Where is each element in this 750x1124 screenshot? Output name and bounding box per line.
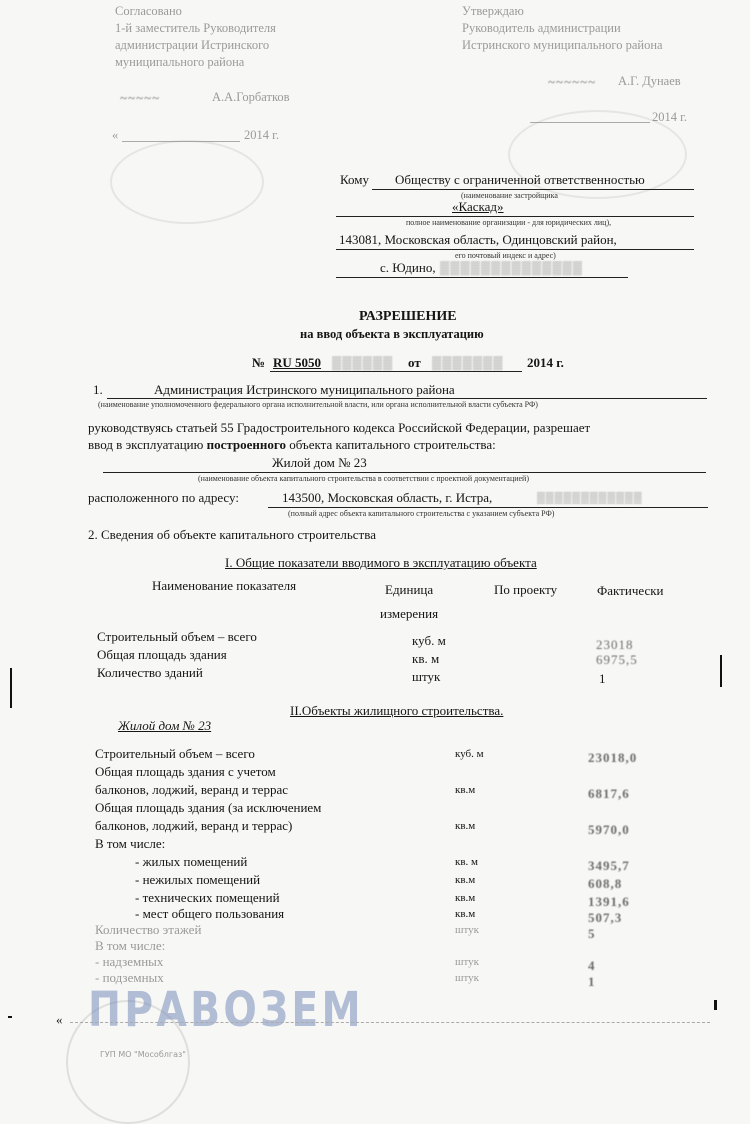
object-name: Жилой дом № 23 <box>272 455 367 470</box>
number-obscured: ▒▒▒▒▒▒ <box>332 355 394 370</box>
table-row-actual: 507,3 <box>588 910 623 925</box>
approval-right-date-year: 2014 г. <box>652 110 687 124</box>
right-signature-scribble: ~~~~~~ <box>548 74 597 89</box>
table-row-unit: куб. м <box>455 748 484 760</box>
document-number: RU 5050 <box>273 355 322 370</box>
table-row-name: Строительный объем – всего <box>95 746 255 761</box>
table-row-name: балконов, лоджий, веранд и террас) <box>95 818 293 833</box>
section1-authority-caption: (наименование уполномоченного федерального органа исполнительной власти, или органа исполнительной власти субъекта РФ) <box>98 400 538 409</box>
table-row-actual: 608,8 <box>588 876 623 891</box>
addressee-address-line2: с. Юдино, <box>380 260 436 275</box>
addressee-address-line1: 143081, Московская область, Одинцовский район, <box>339 232 617 247</box>
approval-right-line3: Истринского муниципального района <box>462 38 663 52</box>
table-row-actual: 3495,7 <box>588 858 630 873</box>
table-row-name: Строительный объем – всего <box>97 629 257 644</box>
approval-left-line1: Согласовано <box>115 4 182 18</box>
scan-mark <box>714 1000 717 1010</box>
table-row-name: - надземных <box>95 954 164 969</box>
address-obscured: ▒▒▒▒▒▒▒▒▒▒▒▒ <box>537 492 643 504</box>
col-unit-line1: Единица <box>385 582 434 597</box>
document-year: 2014 г. <box>527 355 564 370</box>
table-row-actual: 1 <box>588 974 596 989</box>
table-row-unit: кв.м <box>455 820 476 832</box>
address-caption: (полный адрес объекта капитального строительства с указанием субъекта РФ) <box>288 509 555 518</box>
addressee-name-line1: Обществу с ограниченной ответственностью <box>395 172 645 187</box>
table-row-unit: штук <box>455 956 479 968</box>
table-row-actual: 6817,6 <box>588 786 630 801</box>
address-value: 143500, Московская область, г. Истра, <box>282 490 493 505</box>
addressee-name-line2: «Каскад» <box>452 199 504 214</box>
table-row-name: - жилых помещений <box>135 854 248 869</box>
col-project: По проекту <box>494 582 558 597</box>
table-row-actual: 1 <box>599 671 606 686</box>
table-row-name: Количество этажей <box>95 922 202 937</box>
section1-num: 1. <box>93 382 103 397</box>
addressee-caption1: (наименование застройщика <box>461 191 558 200</box>
approval-right-line2: Руководитель администрации <box>462 21 621 35</box>
table-row-name: балконов, лоджий, веранд и террас <box>95 782 288 797</box>
table-row-actual: 23018 <box>596 637 634 652</box>
part2-title: II.Объекты жилищного строительства. <box>290 703 504 718</box>
table-row-unit: штук <box>455 972 479 984</box>
addressee-caption2: полное наименование организации - для юридических лиц), <box>406 218 612 227</box>
table-row-unit: штук <box>412 669 441 684</box>
part1-title: I. Общие показатели вводимого в эксплуатацию объекта <box>225 555 537 570</box>
table-row-actual: 5 <box>588 926 596 941</box>
table-row-unit: кв. м <box>412 651 440 666</box>
table-row-unit: куб. м <box>412 633 446 648</box>
table-row-unit: кв.м <box>455 908 476 920</box>
scan-mark <box>10 668 12 708</box>
table-row-name: Количество зданий <box>97 665 203 680</box>
seal-text: ГУП МО "Мособлгаз" <box>100 1050 186 1059</box>
col-name: Наименование показателя <box>152 578 297 593</box>
date-obscured: ▒▒▒▒▒▒▒ <box>432 355 504 370</box>
from-label: от <box>408 355 421 370</box>
table-row-name: - технических помещений <box>135 890 280 905</box>
left-stamp-icon <box>110 140 264 224</box>
table-row-name: В том числе: <box>95 938 166 953</box>
scan-mark <box>8 1016 12 1018</box>
table-row-actual: 23018,0 <box>588 750 638 765</box>
table-row-actual: 6975,5 <box>596 652 638 667</box>
table-row-unit: кв. м <box>455 856 478 868</box>
col-actual: Фактически <box>597 583 664 598</box>
table-row-unit: штук <box>455 924 479 936</box>
section1-authority: Администрация Истринского муниципального района <box>154 382 455 397</box>
pravozem-logo: ПРАВОЗЕМ <box>88 982 364 1038</box>
section1-text-line2: ввод в эксплуатацию построенного объекта капитального строительства: <box>88 437 496 452</box>
approval-left-line3: администрации Истринского <box>115 38 270 52</box>
section1-text-line1: руководствуясь статьей 55 Градостроительного кодекса Российской Федерации, разрешает <box>88 420 591 435</box>
table-row-name: - мест общего пользования <box>135 906 285 921</box>
table-row-name: - подземных <box>95 970 164 985</box>
building-name: Жилой дом № 23 <box>118 718 212 733</box>
scan-mark <box>720 655 722 687</box>
document-subtitle: на ввод объекта в эксплуатацию <box>300 327 484 341</box>
table-row-name: Общая площадь здания (за исключением <box>95 800 322 815</box>
left-signature-scribble: ~~~~~ <box>120 90 161 105</box>
address-label: расположенного по адресу: <box>88 490 239 505</box>
addressee-address-obscured: ▒▒▒▒▒▒▒▒▒▒▒▒▒▒ <box>440 260 583 275</box>
approval-left-line4: муниципального района <box>115 55 245 69</box>
approval-left-date-prefix: « <box>112 128 119 142</box>
table-row-unit: кв.м <box>455 892 476 904</box>
approval-left-signature-name: А.А.Горбатков <box>212 90 290 104</box>
approval-left-line2: 1-й заместитель Руководителя <box>115 21 276 35</box>
addressee-label: Кому <box>340 172 370 187</box>
document-title: РАЗРЕШЕНИЕ <box>359 309 457 324</box>
approval-left-date-year: 2014 г. <box>244 128 279 142</box>
table-row-actual: 1391,6 <box>588 894 630 909</box>
quote-mark: « <box>56 1012 63 1027</box>
approval-right-signature-name: А.Г. Дунаев <box>618 74 681 88</box>
object-caption: (наименование объекта капитального строительства в соответствии с проектной документацией) <box>198 474 530 483</box>
table-row-actual: 5970,0 <box>588 822 630 837</box>
addressee-caption3: его почтовый индекс и адрес) <box>455 251 556 260</box>
number-prefix: № <box>252 355 266 370</box>
table-row-unit: кв.м <box>455 874 476 886</box>
section2-heading: 2. Сведения об объекте капитального строительства <box>88 527 376 542</box>
table-row-unit: кв.м <box>455 784 476 796</box>
col-unit-line2: измерения <box>380 606 439 621</box>
table-row-actual: 4 <box>588 958 596 973</box>
table-row-name: В том числе: <box>95 836 166 851</box>
table-row-name: Общая площадь здания <box>97 647 227 662</box>
table-row-name: - нежилых помещений <box>135 872 261 887</box>
table-row-name: Общая площадь здания с учетом <box>95 764 276 779</box>
approval-right-line1: Утверждаю <box>462 4 524 18</box>
